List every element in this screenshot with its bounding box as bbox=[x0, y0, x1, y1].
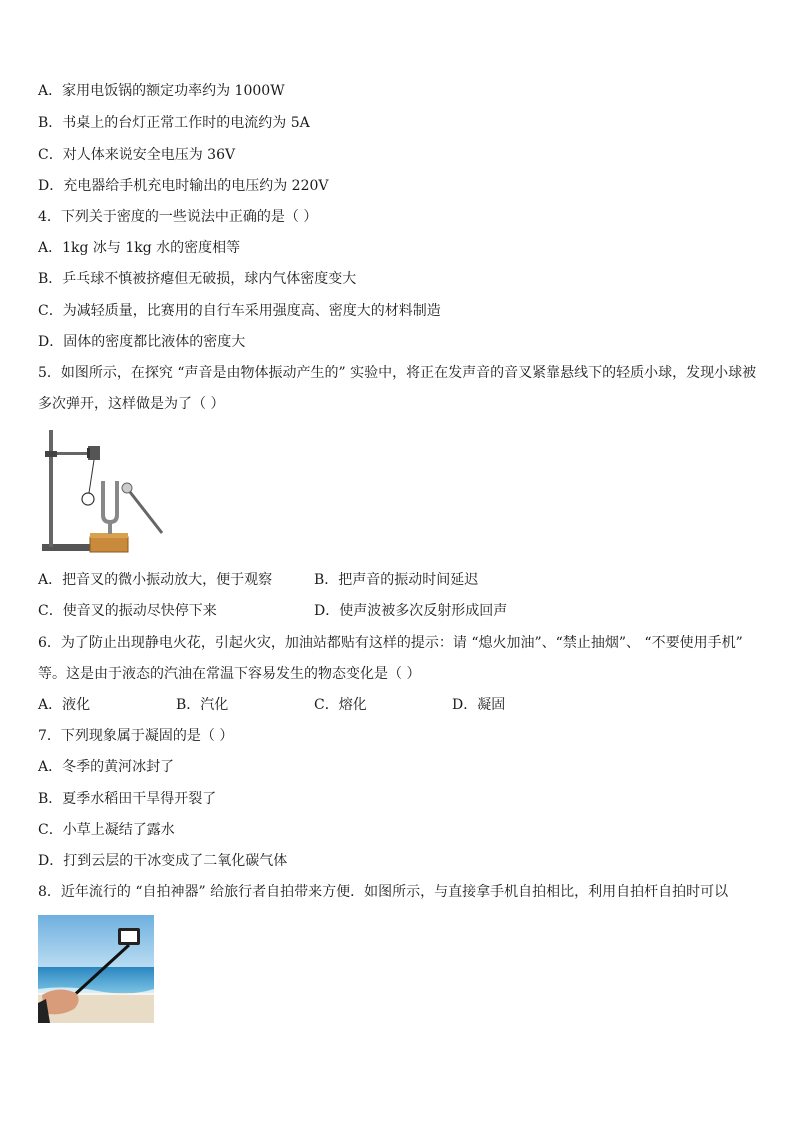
selfie-stick-photo bbox=[38, 915, 154, 1023]
q3-option-d: D．充电器给手机充电时输出的电压约为 220V bbox=[38, 178, 329, 194]
q7-option-b: B．夏季水稻田干旱得开裂了 bbox=[38, 791, 217, 807]
q3-option-a: A．家用电饭锅的额定功率约为 1000W bbox=[38, 83, 285, 99]
q7-option-c: C．小草上凝结了露水 bbox=[38, 822, 175, 838]
q5-option-c: C．使音叉的振动尽快停下来 bbox=[38, 603, 217, 619]
tuning-fork-figure bbox=[40, 425, 170, 560]
q5-stem-line2: 多次弹开，这样做是为了（ ） bbox=[38, 396, 225, 412]
q6-stem-line1: 6．为了防止出现静电火花，引起火灾，加油站都贴有这样的提示：请 “熄火加油”、“禁止抽烟”、 “不要使用手机” bbox=[38, 635, 743, 651]
q6-option-d: D．凝固 bbox=[452, 697, 506, 713]
q6-option-c: C．熔化 bbox=[314, 697, 367, 713]
q5-option-b: B．把声音的振动时间延迟 bbox=[314, 572, 479, 588]
q5-stem-line1: 5．如图所示，在探究 “声音是由物体振动产生的” 实验中，将正在发声音的音叉紧靠悬线下的轻质小球，发现小球被 bbox=[38, 365, 757, 381]
q5-option-a: A．把音叉的微小振动放大，便于观察 bbox=[38, 572, 273, 588]
q6-stem-line2: 等。这是由于液态的汽油在常温下容易发生的物态变化是（ ） bbox=[38, 666, 421, 682]
q4-option-c: C．为减轻质量，比赛用的自行车采用强度高、密度大的材料制造 bbox=[38, 303, 441, 319]
q6-option-a: A．液化 bbox=[38, 697, 91, 713]
q7-stem: 7．下列现象属于凝固的是（ ） bbox=[38, 728, 234, 744]
q4-stem: 4．下列关于密度的一些说法中正确的是（ ） bbox=[38, 209, 318, 225]
q5-option-d: D．使声波被多次反射形成回声 bbox=[314, 603, 508, 619]
q7-option-d: D．打到云层的干冰变成了二氧化碳气体 bbox=[38, 853, 288, 869]
q3-option-c: C．对人体来说安全电压为 36V bbox=[38, 147, 236, 163]
q8-stem: 8．近年流行的 “自拍神器” 给旅行者自拍带来方便．如图所示，与直接拿手机自拍相比，利用自拍杆自拍时可以 bbox=[38, 884, 729, 900]
q4-option-d: D．固体的密度都比液体的密度大 bbox=[38, 334, 246, 350]
q4-option-b: B．乒乓球不慎被挤瘪但无破损，球内气体密度变大 bbox=[38, 271, 357, 287]
q7-option-a: A．冬季的黄河冰封了 bbox=[38, 759, 175, 775]
q6-option-b: B．汽化 bbox=[176, 697, 229, 713]
q3-option-b: B．书桌上的台灯正常工作时的电流约为 5A bbox=[38, 115, 310, 131]
q4-option-a: A．1kg 冰与 1kg 水的密度相等 bbox=[38, 240, 241, 256]
